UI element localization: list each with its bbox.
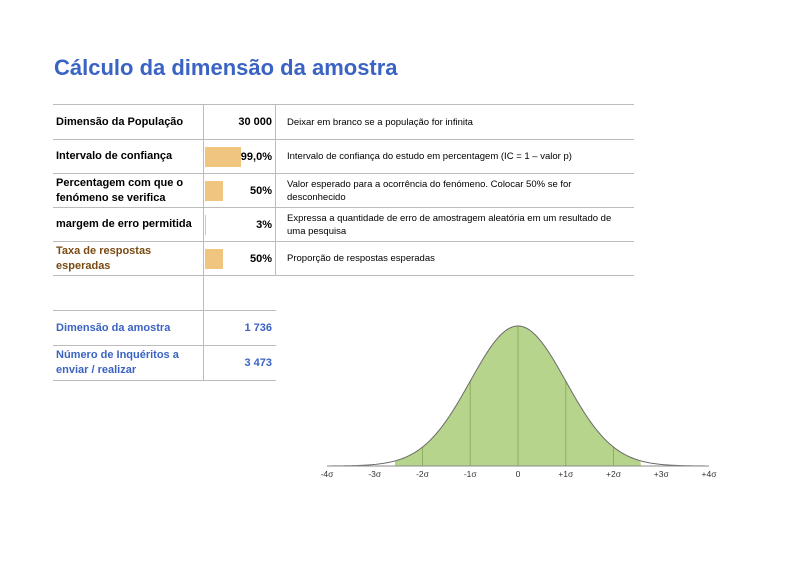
- row-description: Valor esperado para a ocorrência do fenómeno. Colocar 50% se for desconhecido: [275, 174, 633, 207]
- x-tick-label: -4σ: [320, 469, 334, 479]
- row-label: Percentagem com que o fenómeno se verifica: [56, 176, 184, 204]
- page-title: Cálculo da dimensão da amostra: [54, 55, 398, 80]
- x-tick-label: 0: [515, 469, 521, 479]
- x-tick-label: -3σ: [368, 469, 382, 479]
- x-tick-label: +1σ: [558, 469, 574, 479]
- result-value: 3 473: [244, 357, 272, 369]
- result-value: 1 736: [244, 322, 272, 334]
- x-tick-label: +2σ: [606, 469, 621, 479]
- value-text: 50%: [249, 184, 272, 197]
- x-tick-label: +3σ: [653, 469, 669, 479]
- row-description: Deixar em branco se a população for infinita: [275, 105, 633, 139]
- description-text: Intervalo de confiança do estudo em percentagem (IC = 1 – valor p): [287, 151, 572, 162]
- value-text: 50%: [249, 252, 272, 265]
- x-tick-label: -1σ: [463, 469, 477, 479]
- value-text: 99,0%: [240, 150, 272, 163]
- row-label: margem de erro permitida: [56, 218, 192, 230]
- row-label: Dimensão da População: [56, 115, 184, 128]
- result-label: Número de Inquéritos a enviar / realizar: [56, 349, 179, 376]
- value-text: 3%: [256, 218, 272, 231]
- value-text: 30 000: [238, 116, 272, 128]
- x-tick-label: +4σ: [701, 469, 717, 479]
- row-description: Proporção de respostas esperadas: [275, 242, 633, 275]
- x-tick-label: -2σ: [416, 469, 429, 479]
- row-description: Expressa a quantidade de erro de amostragem aleatória em um resultado de uma pesquisa: [275, 208, 633, 241]
- row-label: Intervalo de confiança: [56, 150, 173, 162]
- result-label: Dimensão da amostra: [56, 321, 171, 334]
- row-label: Taxa de respostas esperadas: [56, 244, 152, 272]
